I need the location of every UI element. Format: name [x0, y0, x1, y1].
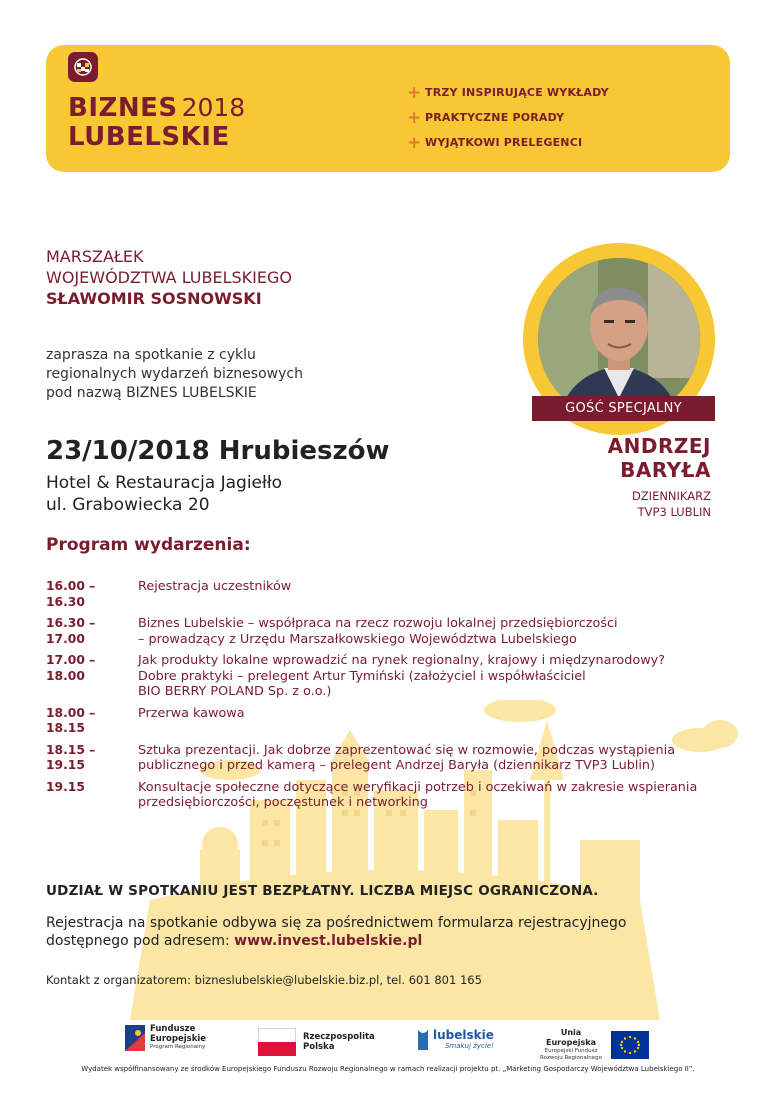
unia-europejska-logo: Unia Europejska Europejski Fundusz Rozwoju Regionalnego: [536, 1028, 649, 1062]
host-title-line1: MARSZAŁEK: [46, 247, 144, 266]
fundusze-europejskie-icon: [125, 1025, 145, 1051]
agenda-time: 18.15 – 19.15: [46, 742, 96, 772]
highlights-list: [407, 80, 609, 155]
agenda-time: 18.00 – 18.15: [46, 705, 96, 735]
invite-text: zaprasza na spotkanie z cyklu regionalnych wydarzeń biznesowych pod nazwą BIZNES LUBELSKIE: [46, 347, 303, 401]
event-venue: Hotel & Restauracja Jagiełło ul. Grabowiecka 20: [46, 473, 283, 515]
agenda-row: [46, 706, 726, 737]
agenda-description: Przerwa kawowa: [138, 705, 245, 721]
agenda-row: [46, 780, 726, 811]
agenda-description: Rejestracja uczestników: [138, 579, 292, 594]
highlight-item: + TRZY INSPIRUJĄCE WYKŁADY: [407, 82, 609, 103]
agenda-description: Konsultacje społeczne dotyczące weryfikacji potrzeb i oczekiwań w zakresie wspierania przedsiębiorczości, poczęstunek i networking: [138, 779, 698, 810]
agenda-list: [46, 579, 726, 817]
brand-title: [68, 95, 245, 150]
highlight-item: + PRAKTYCZNE PORADY: [407, 107, 565, 128]
program-title: Program wydarzenia:: [46, 535, 251, 555]
sponsor-logos: [0, 1022, 776, 1062]
agenda-row: [46, 579, 726, 610]
event-date-place: 23/10/2018 Hrubieszów: [46, 436, 390, 466]
agenda-row: [46, 616, 726, 647]
highlight-item: + WYJĄTKOWI PRELEGENCI: [407, 132, 583, 153]
free-entry-notice: UDZIAŁ W SPOTKANIU JEST BEZPŁATNY. LICZBA MIEJSC OGRANICZONA.: [46, 883, 599, 899]
agenda-row: [46, 653, 726, 700]
biznes-lubelskie-logo-icon: [68, 52, 98, 82]
contact-info: Kontakt z organizatorem: bizneslubelskie@lubelskie.biz.pl, tel. 601 801 165: [46, 973, 482, 987]
registration-info: Rejestracja na spotkanie odbywa się za pośrednictwem formularza rejestracyjnego dostępnego pod adresem: www.invest.lubelskie.pl: [46, 915, 627, 949]
fundusze-europejskie-logo: Fundusze Europejskie Program Regionalny: [125, 1024, 206, 1051]
brand-line1: BIZNES: [68, 93, 178, 123]
guest-name: ANDRZEJ BARYŁA: [607, 434, 711, 482]
host-name: SŁAWOMIR SOSNOWSKI: [46, 289, 262, 308]
agenda-time: 19.15: [46, 779, 85, 794]
rzeczpospolita-polska-logo: Rzeczpospolita Polska: [258, 1028, 375, 1056]
agenda-time: 17.00 – 18.00: [46, 653, 96, 683]
brand-year: 2018: [181, 93, 246, 122]
plus-icon: +: [407, 82, 422, 103]
lubelskie-icon: [416, 1028, 430, 1050]
polish-flag-icon: [258, 1028, 296, 1056]
agenda-row: [46, 743, 726, 774]
plus-icon: +: [407, 107, 422, 128]
agenda-description: Biznes Lubelskie – współpraca na rzecz rozwoju lokalnej przedsiębiorczości – prowadzący z Urzędu Marszałkowskiego Województwa Lubelskiego: [138, 616, 618, 647]
agenda-description: Jak produkty lokalne wprowadzić na rynek regionalny, krajowy i międzynarodowy? Dobre praktyki – prelegent Artur Tymiński (założyciel i współwłaściciel BIO BERRY POLAND Sp. z o.o.): [138, 653, 666, 699]
host-title-line2: WOJEWÓDZTWA LUBELSKIEGO: [46, 268, 292, 287]
agenda-time: 16.00 – 16.30: [46, 579, 96, 609]
registration-link[interactable]: www.invest.lubelskie.pl: [234, 933, 423, 949]
footer-note: Wydatek współfinansowany ze środków Europejskiego Funduszu Rozwoju Regionalnego w ramach realizacji projektu pt. „Marketing Gospodarczy Województwa Lubelskiego II”.: [81, 1065, 695, 1073]
host-block: [46, 246, 292, 309]
brand-line2: LUBELSKIE: [68, 122, 230, 152]
plus-icon: +: [407, 132, 422, 153]
special-guest-label: GOŚĆ SPECJALNY: [532, 396, 715, 421]
guest-role: DZIENNIKARZ TVP3 LUBLIN: [631, 489, 711, 519]
agenda-description: Sztuka prezentacji. Jak dobrze zaprezentować się w rozmowie, podczas wystąpienia publicznego i przed kamerą – prelegent Andrzej Baryła (dziennikarz TVP3 Lublin): [138, 742, 676, 773]
eu-flag-icon: [611, 1031, 649, 1059]
lubelskie-logo: lubelskie Smakuj życie!: [416, 1028, 494, 1050]
agenda-time: 16.30 – 17.00: [46, 616, 96, 646]
